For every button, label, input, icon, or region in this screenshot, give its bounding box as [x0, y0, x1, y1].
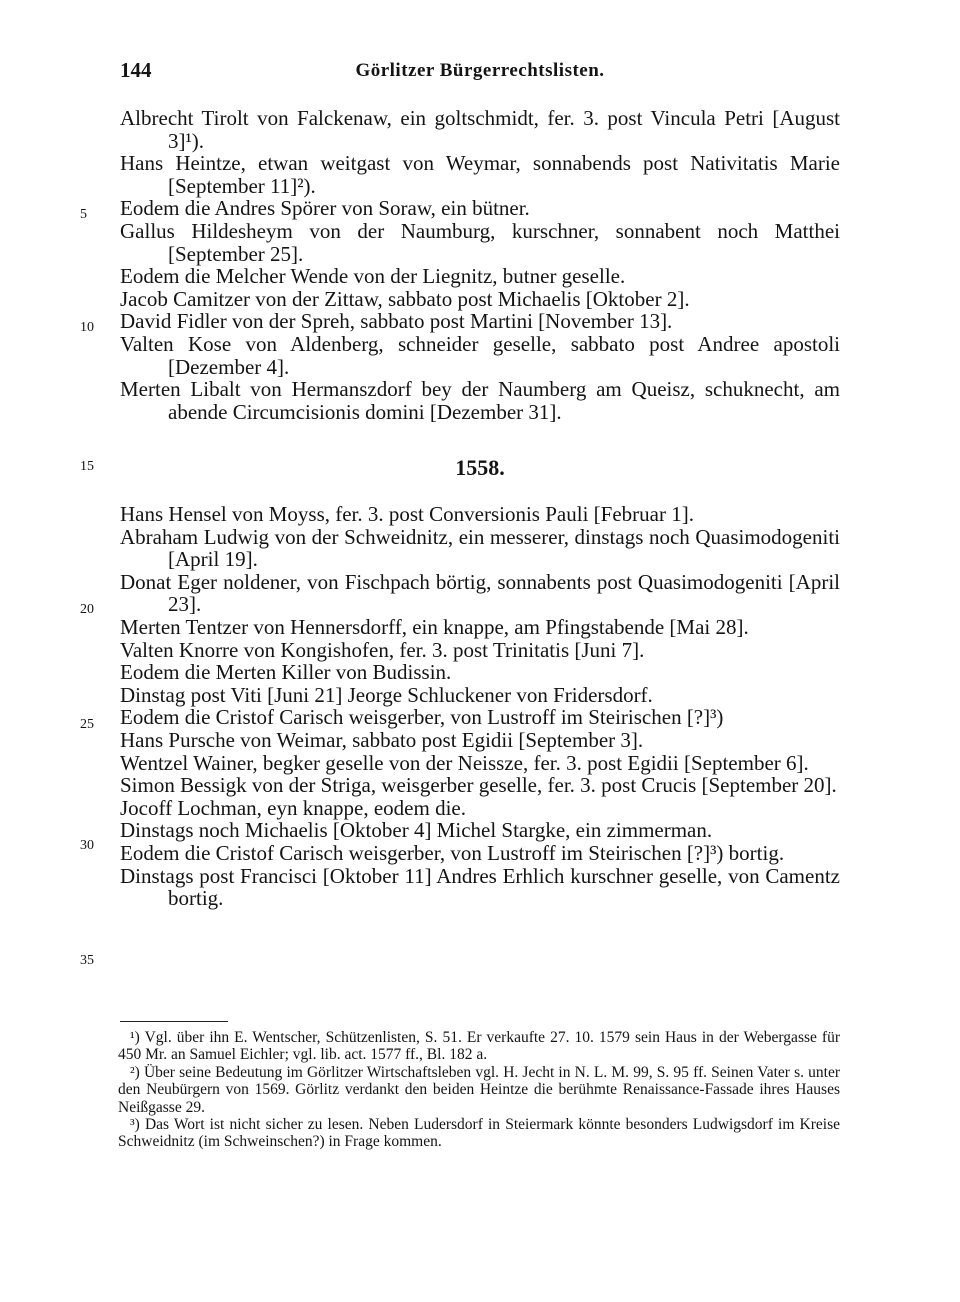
register-entry: Eodem die Cristof Carisch weisgerber, von Lustroff im Steirischen [?]³) [120, 705, 724, 730]
line-number: 35 [80, 953, 94, 968]
register-entry: Abraham Ludwig von der Schweidnitz, ein messerer, dinstags noch Quasimodogeniti [April 19]. [120, 524, 840, 572]
line-number: 30 [80, 838, 94, 853]
line-number: 20 [80, 602, 94, 617]
register-entry: Simon Bessigk von der Striga, weisgerber geselle, fer. 3. post Crucis [September 20]. [120, 773, 837, 798]
running-title: Görlitzer Bürgerrechtslisten. [355, 60, 605, 81]
register-entry: Eodem die Melcher Wende von der Liegnitz, butner geselle. [120, 264, 626, 289]
register-entry: Donat Eger noldener, von Fischpach börtig, sonnabents post Quasimodogeniti [April 23]. [120, 569, 840, 617]
footnote: ¹) Vgl. über ihn E. Wentscher, Schützenlisten, S. 51. Er verkaufte 27. 10. 1579 sein Haus in der Webergasse für 450 Mr. an Samuel Eichler; vgl. lib. act. 1577 ff., Bl. 182 a. [118, 1029, 840, 1064]
register-entry: Hans Hensel von Moyss, fer. 3. post Conversionis Pauli [Februar 1]. [120, 502, 694, 526]
footnote-separator [120, 1021, 228, 1022]
register-entry: Eodem die Merten Killer von Budissin. [120, 660, 452, 685]
register-entry: Merten Libalt von Hermanszdorf bey der Naumberg am Queisz, schuknecht, am abende Circumcisionis domini [Dezember 31]. [120, 377, 840, 424]
register-entry: Jacob Camitzer von der Zittaw, sabbato post Michaelis [Oktober 2]. [120, 286, 690, 311]
line-number: 10 [80, 320, 94, 335]
footnote: ³) Das Wort ist nicht sicher zu lesen. Neben Ludersdorf in Steiermark könnte besonders Ludwigsdorf im Kreise Schweidnitz (im Schweinschen?) in Frage kommen. [118, 1116, 840, 1151]
section-1557-entries [120, 107, 840, 423]
line-number: 15 [80, 459, 94, 474]
register-entry: Hans Heintze, etwan weitgast von Weymar, sonnabends post Nativitatis Marie [September 11]²). [120, 151, 840, 198]
register-entry: David Fidler von der Spreh, sabbato post Martini [November 13]. [120, 309, 673, 334]
register-entry: Valten Kose von Aldenberg, schneider geselle, sabbato post Andree apostoli [Dezember 4]. [120, 331, 840, 379]
register-entry: Merten Tentzer von Hennersdorff, ein knappe, am Pfingstabende [Mai 28]. [120, 614, 749, 639]
year-heading: 1558. [455, 455, 505, 480]
register-entry: Eodem die Andres Spörer von Soraw, ein bütner. [120, 196, 530, 221]
register-entry: Wentzel Wainer, begker geselle von der Neissze, fer. 3. post Egidii [September 6]. [120, 750, 809, 775]
footnote: ²) Über seine Bedeutung im Görlitzer Wirtschaftsleben vgl. H. Jecht in N. L. M. 99, S. 95 ff. Seinen Vater s. unter den Neubürgern von 1569. Görlitz verdankt den beiden Heintze die berühmte Renaissance-Fassade ihres Hauses Neißgasse 29. [118, 1063, 840, 1116]
register-entry: Dinstag post Viti [Juni 21] Jeorge Schluckener von Fridersdorf. [120, 682, 653, 707]
register-entry: Albrecht Tirolt von Falckenaw, ein goltschmidt, fer. 3. post Vincula Petri [August 3]¹). [120, 106, 840, 153]
register-entry: Dinstags noch Michaelis [Oktober 4] Michel Stargke, ein zimmerman. [120, 818, 713, 843]
footnotes [118, 1029, 840, 1151]
section-1558-entries [120, 503, 840, 910]
line-number: 25 [80, 717, 94, 732]
register-entry: Dinstags post Francisci [Oktober 11] Andres Erhlich kurschner geselle, von Camentz bortig. [120, 863, 840, 911]
register-entry: Jocoff Lochman, eyn knappe, eodem die. [120, 795, 466, 820]
register-entry: Valten Knorre von Kongishofen, fer. 3. post Trinitatis [Juni 7]. [120, 637, 645, 662]
page-header [120, 58, 840, 90]
register-entry: Hans Pursche von Weimar, sabbato post Egidii [September 3]. [120, 727, 644, 752]
page-number: 144 [120, 58, 152, 82]
register-entry: Gallus Hildesheym von der Naumburg, kurschner, sonnabent noch Matthei [September 25]. [120, 218, 840, 266]
register-entry: Eodem die Cristof Carisch weisgerber, von Lustroff im Steirischen [?]³) bortig. [120, 840, 785, 865]
line-number: 5 [80, 207, 87, 222]
